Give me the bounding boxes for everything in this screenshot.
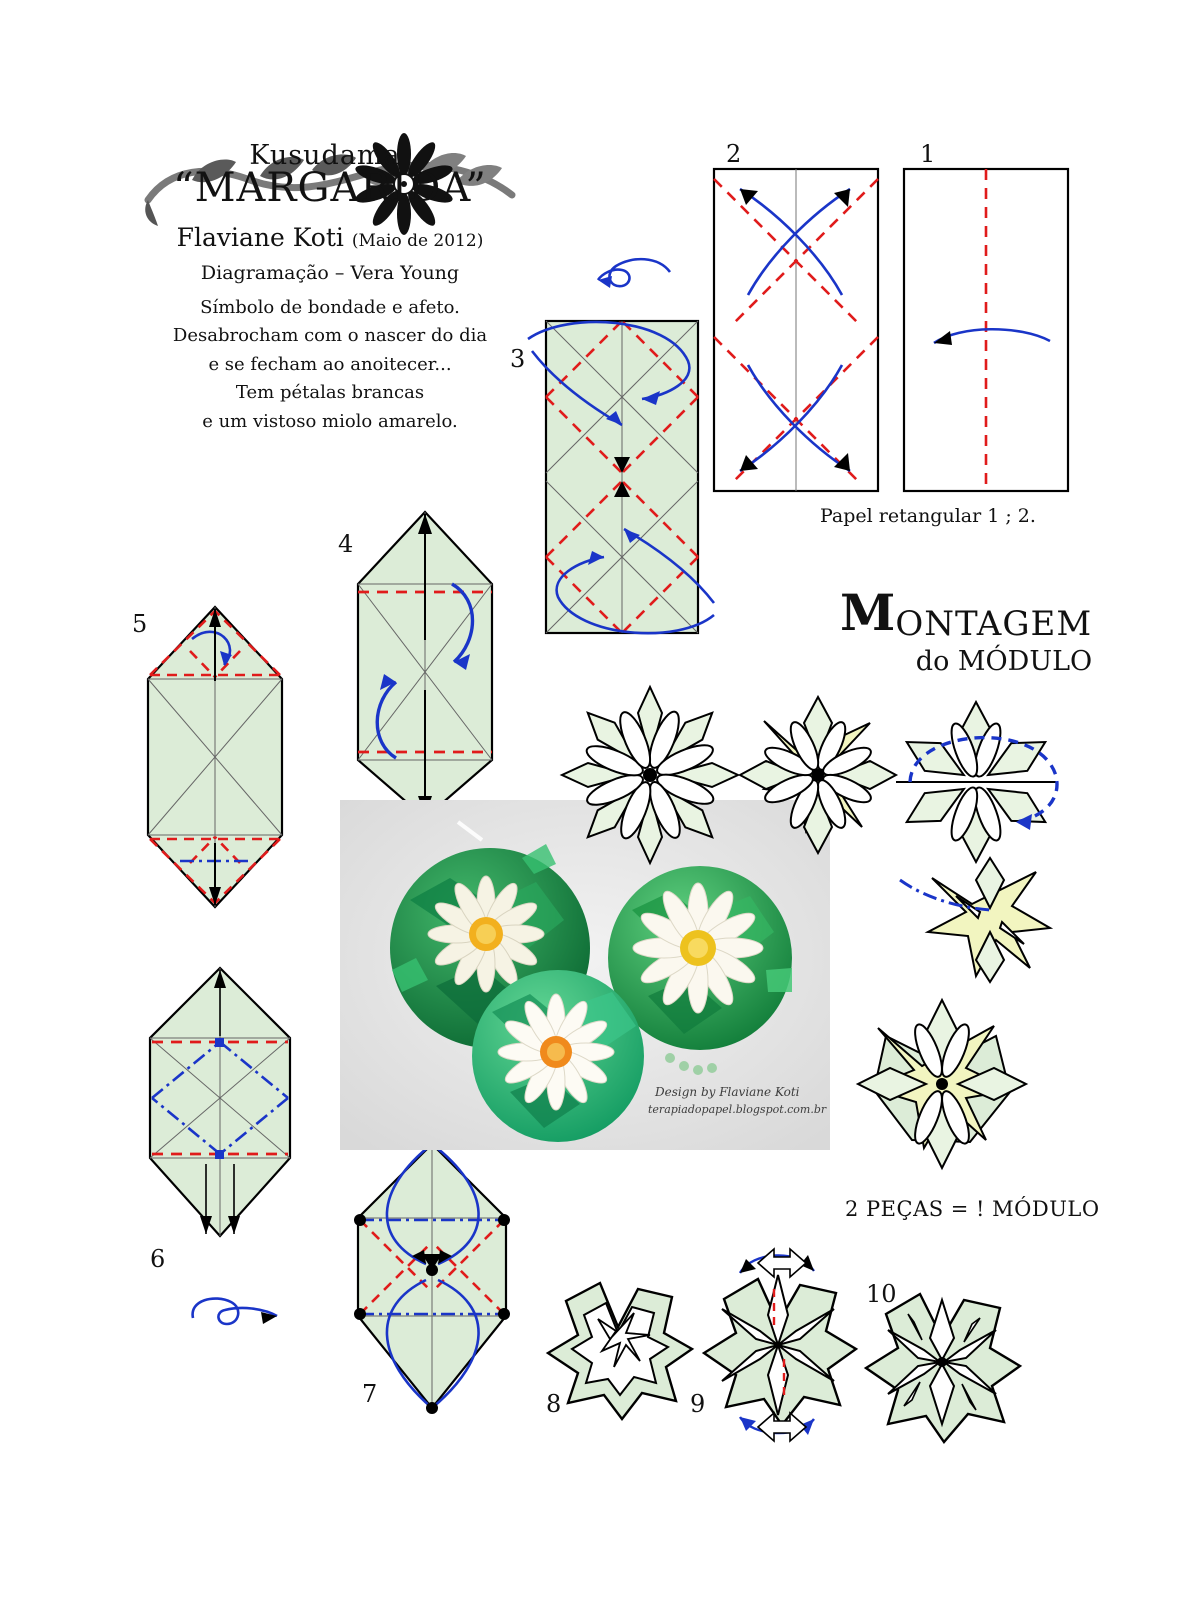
step-1-diagram xyxy=(900,165,1080,495)
step-3-diagram xyxy=(528,315,718,640)
step-7-number: 7 xyxy=(362,1380,378,1408)
poem-line: Símbolo de bondade e afeto. xyxy=(200,297,460,318)
pieces-note: 2 PEÇAS = ! MÓDULO xyxy=(845,1197,1100,1221)
step-4-diagram xyxy=(330,500,520,830)
turn-over-arrow-step6 xyxy=(185,1290,295,1340)
step-7-diagram xyxy=(320,1130,550,1430)
step-9-diagram xyxy=(688,1245,868,1445)
step-5-number: 5 xyxy=(132,610,148,638)
assembly-heading-initial: M xyxy=(840,583,896,642)
step-6-number: 6 xyxy=(150,1245,166,1273)
step-2-diagram xyxy=(710,165,890,495)
poem-line: e um vistoso miolo amarelo. xyxy=(202,410,458,432)
assembly-figure-module xyxy=(830,980,1060,1190)
photo-credit-designer: Design by Flaviane Koti xyxy=(655,1085,800,1099)
assembly-heading xyxy=(840,583,1093,677)
photo-credit-blog: terapiadopapel.blogspot.com.br xyxy=(648,1103,827,1116)
step-8-diagram xyxy=(538,1265,698,1425)
author-date: (Maio de 2012) xyxy=(351,231,484,251)
diagram-credit: Diagramação – Vera Young xyxy=(200,262,460,284)
paper-note: Papel retangular 1 ; 2. xyxy=(820,505,1036,527)
assembly-figure-flower-closed xyxy=(728,680,908,870)
author-name: Flaviane Koti xyxy=(176,223,344,252)
step-1-number: 1 xyxy=(920,140,936,168)
assembly-figure-piece-b xyxy=(898,840,1088,1000)
title-kusudama: Kusudama xyxy=(249,140,401,171)
step-5-diagram xyxy=(120,595,310,925)
step-4-number: 4 xyxy=(338,530,354,558)
assembly-figure-flower-open xyxy=(560,680,740,870)
step-10-diagram xyxy=(850,1270,1030,1450)
step-10-number: 10 xyxy=(866,1280,897,1308)
author-line xyxy=(120,223,540,252)
turn-over-arrow-step3 xyxy=(592,250,682,300)
poem-line: Desabrocham com o nascer do dia xyxy=(172,325,488,347)
poem-line: Tem pétalas brancas xyxy=(235,382,425,404)
assembly-heading-rest: ONTAGEM xyxy=(895,604,1093,644)
step-2-number: 2 xyxy=(726,140,742,168)
step-8-number: 8 xyxy=(546,1390,562,1418)
step-6-diagram xyxy=(120,960,320,1250)
title-margarida: “MARGARIDA” xyxy=(173,165,487,211)
assembly-subheading: do MÓDULO xyxy=(915,646,1093,677)
poem-line: e se fecham ao anoitecer... xyxy=(208,353,452,375)
title-block xyxy=(120,140,540,436)
step-9-number: 9 xyxy=(690,1390,706,1418)
poem xyxy=(120,294,540,436)
step-3-number: 3 xyxy=(510,345,526,373)
